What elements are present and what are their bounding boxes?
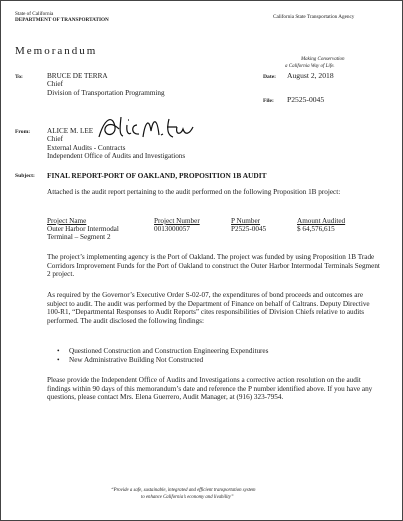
file-value: P2525-0045 [287,95,325,104]
date-value: August 2, 2018 [287,71,334,80]
finding-1: Questioned Construction and Construction Engineering Expenditures [69,347,269,355]
to-block [47,72,165,97]
subject-label: Subject: [15,173,35,179]
from-title: Chief [47,135,63,144]
agency-name: California State Transportation Agency [273,14,355,20]
list-item: • New Administrative Building Not Constructed [57,355,204,364]
list-item: • Questioned Construction and Construction Engineering Expenditures [57,347,269,355]
to-division: Division of Transportation Programming [47,88,165,97]
cell-project-name-1: Outer Harbor Intermodal [47,225,119,233]
signature-image [93,113,203,143]
cell-amount: $ 64,576,615 [297,225,335,233]
cell-project-name-2: Terminal – Segment 2 [47,233,111,241]
col-header-amount: Amount Audited [297,217,346,225]
from-unit-2: Independent Office of Audits and Investigations [47,152,186,161]
department-name: DEPARTMENT OF TRANSPORTATION [15,17,109,23]
memo-title: Memorandum [15,45,98,57]
cell-p-number: P2525-0045 [231,225,267,233]
finding-2: New Administrative Building Not Constructed [69,355,204,364]
paragraph-intro: Attached is the audit report pertaining to the audit performed on the following Proposition 1B project: [47,188,341,196]
paragraph-request: Please provide the Independent Office of Audits and Investigations a corrective action resolution on the audit findings within 90 days of this memorandum’s date and reference the P number identified above. If you have any questions, please contact Mrs. Elena Guerrero, Audit Manager, at (916) 323-7954. [47,376,373,402]
footer-line-1: “Provide a safe, sustainable, integrated and efficient transportation system [111,488,256,493]
footer-line-2: to enhance California’s economy and livability” [141,495,234,500]
from-name: ALICE M. LEE [47,127,94,135]
to-title: Chief [47,80,63,89]
slogan-line-1: Making Conservation [301,57,345,62]
findings-list [57,347,268,364]
file-label: File: [263,98,274,104]
to-label: To: [15,74,23,80]
to-name: BRUCE DE TERRA [47,72,108,80]
col-header-p-number: P Number [231,217,261,225]
from-unit-1: External Audits - Contracts [47,143,126,152]
subject-value: FINAL REPORT-PORT OF OAKLAND, PROPOSITION 1B AUDIT [47,171,267,180]
paragraph-requirements: As required by the Governor’s Executive Order S-02-07, the expenditures of bond proceeds and outcomes are subject to audit. The audit was performed by the Department of Finance on behalf of Caltrans. Deputy Directive 100-R1, “Departmental Responses to Audit Reports” cites responsibilities of Division Chiefs relative to audits performed. The audit disclosed the following findings: [47,291,370,325]
paragraph-agency: The project’s implementing agency is the Port of Oakland. The project was funded by using Proposition 1B Trade Corridors Improvement Funds for the Port of Oakland to construct the Outer Harbor Intermodal Terminals Segment 2 project. [47,253,380,279]
state-name: State of California [15,11,54,17]
date-label: Date: [263,74,277,80]
slogan-line-2: a California Way of Life. [285,64,335,69]
col-header-project-number: Project Number [154,217,200,225]
from-label: From: [15,129,31,135]
col-header-project-name: Project Name [47,217,87,225]
cell-project-number: 0013000057 [154,225,190,233]
